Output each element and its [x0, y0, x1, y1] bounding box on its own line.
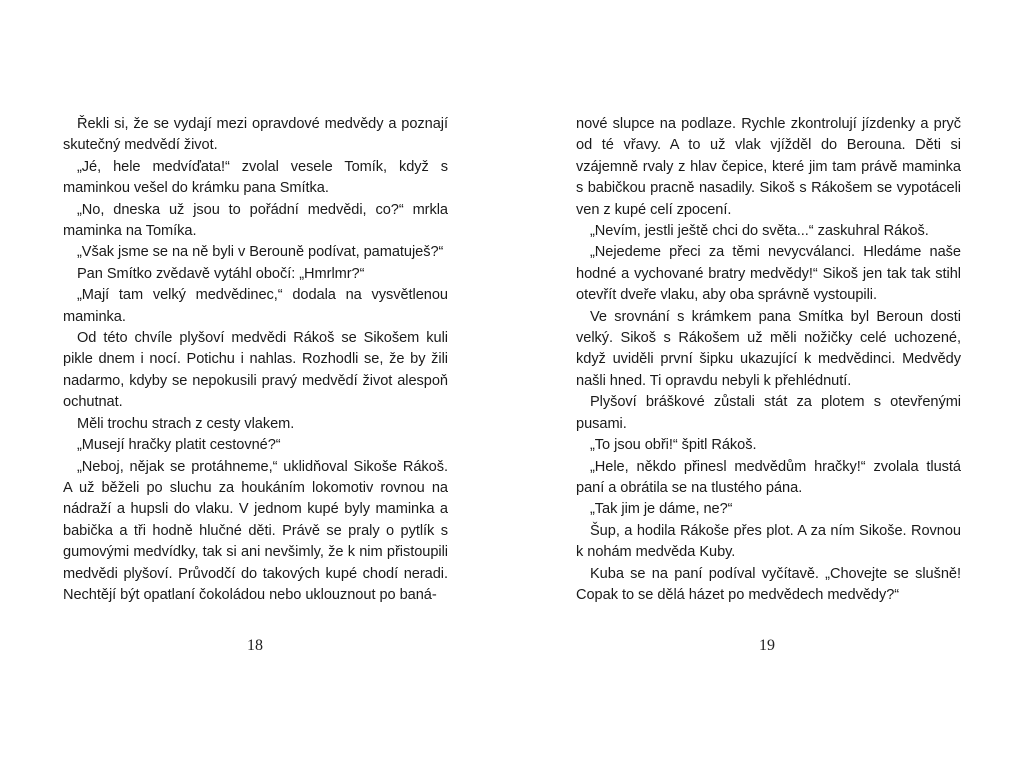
paragraph: „Neboj, nějak se protáhneme,“ uklidňoval Sikoše Rákoš. A už běželi po sluchu za houkáním lokomotiv rovnou na nádraží a hupsli do vlaku. V jednom kupé byly maminka a babička a tři hodně hlučné děti. Právě se praly o pytlík s gumovými medvídky, tak si ani nevšimly, že k nim přistoupili medvědi plyšoví. Průvodčí do takových kupé chodí neradi. Nechtějí být opatlaní čokoládou nebo uklouznout po baná- — [63, 458, 448, 603]
paragraph: „Nevím, jestli ještě chci do světa...“ zaskuhral Rákoš. — [590, 223, 929, 240]
paragraph: „Však jsme se na ně byli v Berouně podívat, pamatuješ?“ — [77, 244, 444, 261]
paragraph: Řekli si, že se vydají mezi opravdové medvědy a poznají skutečný medvědí život. — [63, 116, 448, 154]
left-page-text — [63, 114, 448, 606]
paragraph: „Tak jim je dáme, ne?“ — [590, 501, 733, 518]
paragraph: „Musejí hračky platit cestovné?“ — [77, 437, 281, 454]
paragraph: Od této chvíle plyšoví medvědi Rákoš se Sikošem kuli pikle dnem i nocí. Potichu i nahlas. Rozhodli se, že by žili nadarmo, kdyby se nepokusili pravý medvědí život alespoň ochutnat. — [63, 330, 448, 411]
paragraph: Plyšoví bráškové zůstali stát za plotem s otevřenými pusami. — [576, 394, 961, 432]
paragraph: „Jé, hele medvíďata!“ zvolal vesele Tomík, když s maminkou vešel do krámku pana Smítka. — [63, 158, 448, 197]
paragraph: „Mají tam velký medvědinec,“ dodala na vysvětlenou maminka. — [63, 287, 448, 325]
paragraph: „Hele, někdo přinesl medvědům hračky!“ zvolala tlustá paní a obrátila se na tlustého pána. — [576, 458, 961, 496]
paragraph: Šup, a hodila Rákoše přes plot. A za ním Sikoše. Rovnou k nohám medvěda Kuby. — [576, 522, 961, 561]
paragraph: Pan Smítko zvědavě vytáhl obočí: „Hmrlmr?“ — [77, 265, 365, 282]
paragraph: nové slupce na podlaze. Rychle zkontrolují jízdenky a pryč od té vřavy. A to už vlak vjížděl do Berouna. Děti si vzájemně rvaly z hlav čepice, které jim tam právě maminka s babičkou pracně nasadily. Sikoš s Rákošem se vypotáceli ven z kupé celí zpocení. — [576, 116, 961, 218]
paragraph: Kuba se na paní podíval vyčítavě. „Chovejte se slušně! Copak to se dělá házet po medvědech medvědy?“ — [576, 565, 961, 603]
paragraph: „No, dneska už jsou to pořádní medvědi, co?“ mrkla maminka na Tomíka. — [63, 201, 448, 240]
paragraph: Měli trochu strach z cesty vlakem. — [77, 415, 295, 432]
paragraph: „Nejedeme přeci za těmi nevycválanci. Hledáme naše hodné a vychované bratry medvědy!“ Sikoš jen tak tak stihl otevřít dveře vlaku, aby oba správně vystoupili. — [576, 244, 961, 304]
paragraph: Ve srovnání s krámkem pana Smítka byl Beroun dosti velký. Sikoš s Rákošem už měli nožičky celé uchozené, když uviděli první šipku ukazující k medvědinci. Medvědy našli hned. Ti opravdu nebyli k přehlédnutí. — [576, 308, 961, 389]
page-number-left: 18 — [247, 637, 263, 654]
right-page-text — [576, 114, 961, 606]
paragraph: „To jsou obři!“ špitl Rákoš. — [590, 437, 757, 454]
page-number-right: 19 — [759, 637, 775, 654]
